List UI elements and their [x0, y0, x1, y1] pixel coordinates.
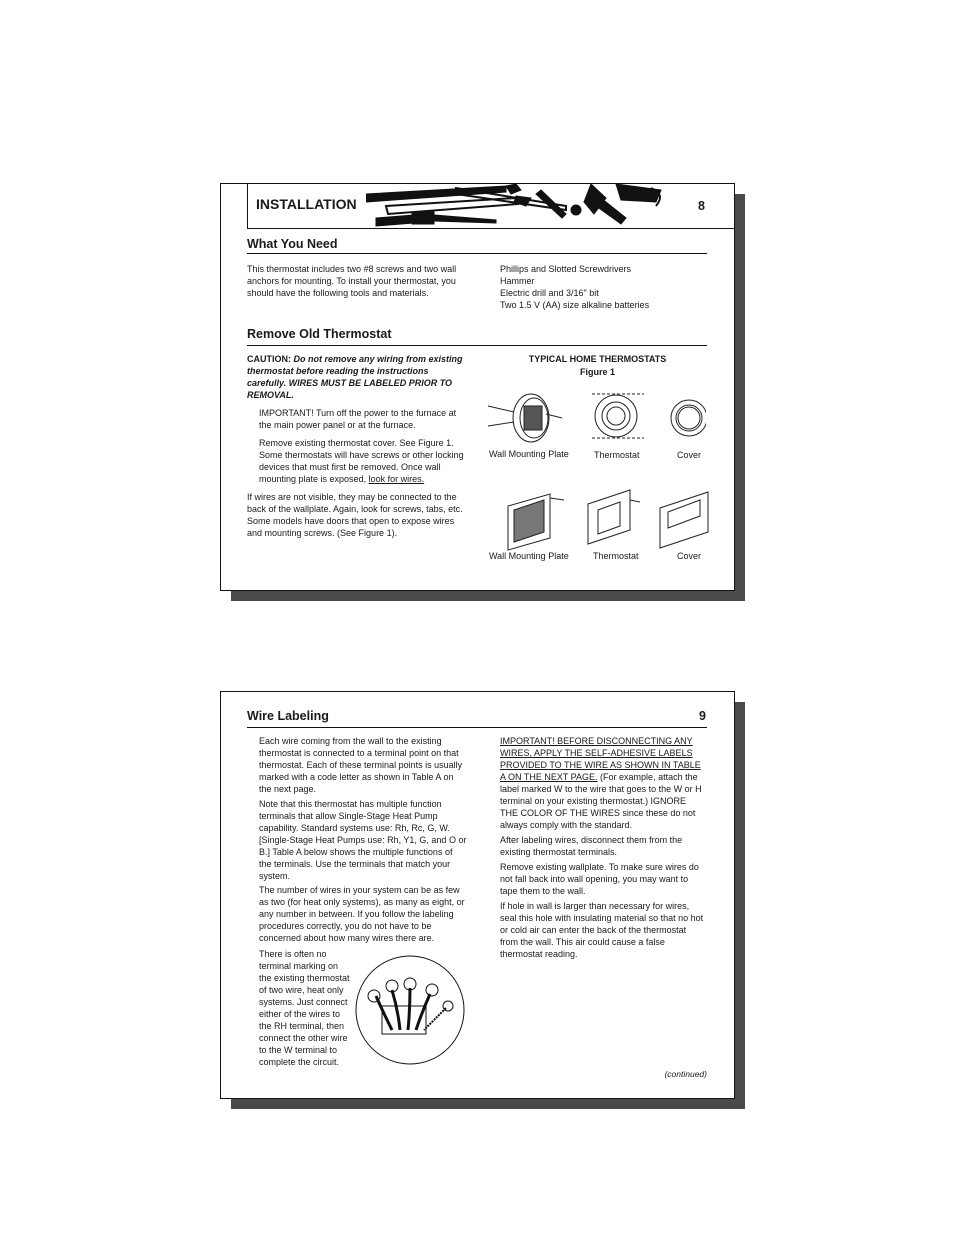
page-number: 8	[698, 199, 705, 213]
right-p3: Remove existing wallplate. To make sure wires do not fall back into wall opening, you may want to tape them to the wall.	[500, 862, 699, 896]
important-labels-rest: (For example, attach the label marked W to the wire that goes to the W or H terminal on your existing thermostat.) IGNORE THE COLOR OF THE WIRES since these do not always comply with the standard.	[500, 772, 702, 830]
look-for-wires-link: look for wires.	[368, 474, 425, 484]
important-labels-text	[500, 735, 706, 831]
caption-wall-plate-round: Wall Mounting Plate	[489, 449, 569, 459]
important-power: IMPORTANT! Turn off the power to the furnace at the main power panel or at the furnace.	[259, 408, 457, 430]
figure-title: TYPICAL HOME THERMOSTATS	[528, 354, 667, 364]
wires-not-visible: If wires are not visible, they may be connected to the back of the wallplate. Again, look for screws, tabs, etc. Some models have doors that open to expose wires and mounting screws. (See Figure 1).	[247, 492, 463, 538]
page-number: 9	[699, 709, 706, 723]
list-item: Electric drill and 3/16" bit	[500, 288, 599, 298]
what-you-need-heading: What You Need	[247, 237, 338, 251]
what-you-need-intro: This thermostat includes two #8 screws and two wall anchors for mounting. To install your thermostat, you should have the following tools and materials.	[247, 264, 457, 298]
important-labels-underlined: IMPORTANT! BEFORE DISCONNECTING ANY WIRES, APPLY THE SELF-ADHESIVE LABELS PROVIDED TO THE WIRE AS SHOWN IN TABLE A ON THE NEXT PAGE.	[500, 736, 701, 782]
list-item: Two 1.5 V (AA) size alkaline batteries	[500, 300, 650, 310]
wire-labeling-heading: Wire Labeling	[247, 709, 329, 723]
page-title: INSTALLATION	[256, 196, 357, 212]
round-thermostat-drawings	[486, 388, 706, 446]
section-rule	[247, 253, 707, 254]
caution-body: Do not remove any wiring from existing thermostat before reading the instructions carefully. WIRES MUST BE LABELED PRIOR TO REMOVAL.	[247, 354, 463, 400]
caution-text	[247, 353, 467, 401]
list-item: Hammer	[500, 276, 535, 286]
remove-cover-body: Remove existing thermostat cover. See Figure 1. Some thermostats will have screws or other locking devices that must first be removed. Once wall mounting plate is exposed,	[259, 438, 464, 484]
caution-label: CAUTION:	[247, 354, 291, 364]
section-rule	[247, 345, 707, 346]
right-p4: If hole in wall is larger than necessary for wires, seal this hole with insulating material so that no hot or cold air can enter the back of the thermostat from the wall. This air could cause a false thermostat reading.	[500, 901, 704, 959]
caption-wall-plate-rect: Wall Mounting Plate	[489, 551, 569, 561]
list-item: Phillips and Slotted Screwdrivers	[500, 264, 632, 274]
rectangular-thermostat-drawings	[500, 486, 716, 552]
wire-label-p4: There is often no terminal marking on the existing thermostat of two wire, heat only systems. Just connect either of the wires to the RH terminal, then connect the other wire to the W terminal to complete the circuit.	[259, 949, 350, 1067]
wire-label-p2: Note that this thermostat has multiple function terminals that allow Single-Stage Heat Pump capability. Standard systems use: Rh, Rc, G, W. [Single-Stage Heat Pumps use: Rh, Y1, G, and O or B.] Table A below shows the multiple functions of the terminals. Use the terminals that match your system.	[259, 799, 467, 881]
caption-thermostat-rect: Thermostat	[593, 551, 639, 561]
continued-note: (continued)	[664, 1069, 707, 1079]
remove-cover-text	[259, 437, 467, 485]
wire-label-p3: The number of wires in your system can be as few as two (for heat only systems), as many as eight, or any number in between. If you follow the labeling procedures correctly, you do not have to be concerned about how many wires there are.	[259, 885, 465, 943]
remove-thermostat-heading: Remove Old Thermostat	[247, 327, 392, 341]
wire-label-p1: Each wire coming from the wall to the existing thermostat is connected to a terminal point on that thermostat. Each of these terminal points is usually marked with a code letter as shown in Table A on the next page.	[259, 736, 463, 794]
caption-cover-round: Cover	[677, 450, 702, 460]
section-rule	[247, 727, 707, 728]
tools-list	[500, 263, 649, 311]
caption-thermostat-round: Thermostat	[594, 450, 640, 460]
right-p2: After labeling wires, disconnect them from the existing thermostat terminals.	[500, 835, 683, 857]
figure-label: Figure 1	[579, 367, 615, 377]
wire-connection-illustration	[354, 954, 466, 1066]
caption-cover-rect: Cover	[677, 551, 702, 561]
tools-illustration	[366, 184, 666, 228]
